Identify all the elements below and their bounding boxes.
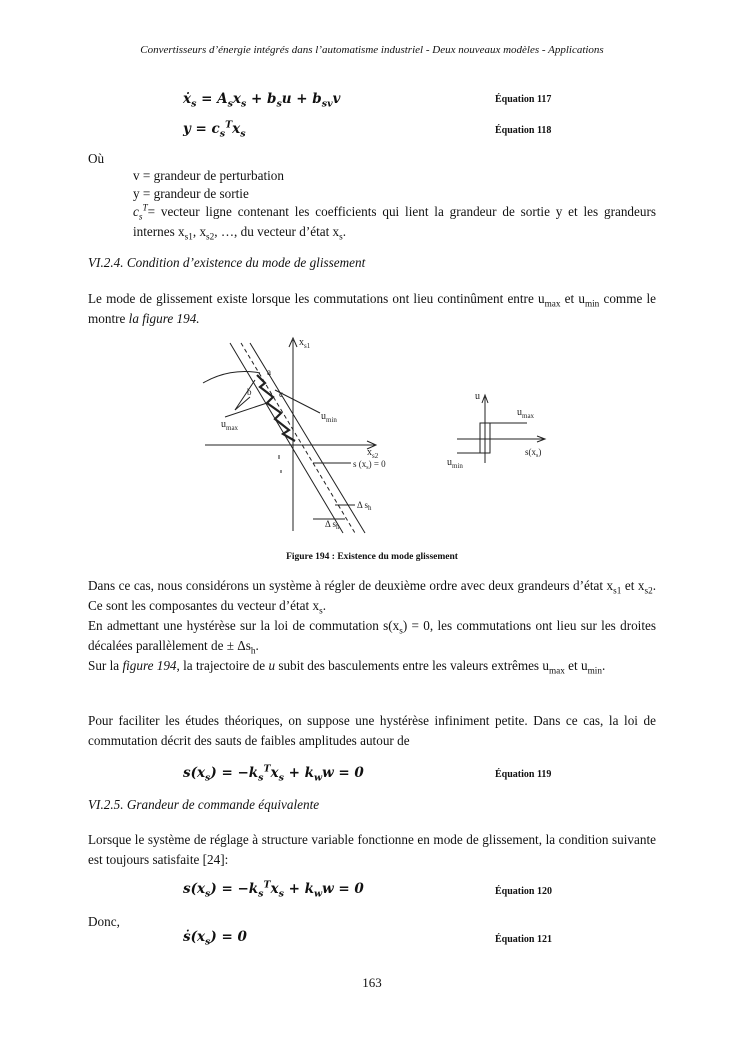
label-sxs0: s $(x_s) = 0$ [353, 459, 386, 471]
therefore-word: Donc, [88, 914, 120, 929]
where-word: Où [88, 151, 105, 166]
label-dsh-upper: Δ $s_h$ [357, 500, 372, 512]
equation-117: ẋ$_s$ = $A_sx_s + b_su + b_{sv}v$ [183, 91, 341, 110]
section-heading-625: VI.2.5. Grandeur de commande équivalente [88, 797, 320, 812]
equation-119-label: Équation 119 [495, 769, 552, 780]
equation-118: $y = c_s^Tx_s$ [183, 119, 246, 140]
running-header: Convertisseurs d’énergie intégrés dans l’automatisme industriel - Deux nouveaux modèles - Applications [140, 44, 604, 56]
relay-label-umax: $u_{max}$ [517, 407, 535, 420]
section-heading-624: VI.2.4. Condition d’existence du mode de glissement [88, 255, 366, 270]
paragraph-second-order: Dans ce cas, nous considérons un système à régler de deuxième ordre avec deux grandeurs d’état $x_{s1}$ et $x_{s2}$. Ce sont les composantes du vecteur d’état $x_s$. En admettant une hystérèse sur la loi de commutation $s(x_s) = 0$, les commutations ont lieu sur les droites décalées parallèlement de ± $\Delta s_h$. Sur la figure 194, la trajectoire de u subit des basculements entre les valeurs extrêmes $u_{max}$ et $u_{min}$. [88, 578, 656, 676]
label-xs1: $x_{s1}$ [299, 337, 311, 350]
definition-c: $c_s^T=$ vecteur ligne contenant les coefficients qui lient la grandeur de sortie y et les grandeurs internes $x_{s1}$, $x_{s2}$, …, du vecteur d’état $x_s$. [133, 202, 656, 242]
trajectory-arc [203, 371, 260, 383]
figure-194 [195, 335, 560, 535]
equation-120-label: Équation 120 [495, 886, 552, 897]
paragraph-structure-variable: Lorsque le système de réglage à structure variable fonctionne en mode de glissement, la condition suivante est toujours satisfaite [24]: [88, 832, 656, 867]
paragraph-hysteresis: Pour faciliter les études théoriques, on suppose une hystérèse infiniment petite. Dans ce cas, la loi de commutation décrit des sauts de faibles amplitudes autour de [88, 713, 656, 748]
label-umin-left: $u_{min}$ [321, 411, 337, 424]
equation-119: $s(x_s) = -k_s^Tx_s + k_ww = 0$ [183, 763, 364, 784]
figure-caption: Figure 194 : Existence du mode glissement [286, 552, 458, 562]
relay-label-sxs: $s(x_s)$ [525, 447, 542, 459]
label-c: c [279, 389, 283, 399]
label-b-pointer-1 [235, 380, 255, 410]
relay-hysteresis-upper [457, 423, 527, 453]
relay-label-u: u [475, 391, 480, 402]
equation-118-label: Équation 118 [495, 125, 552, 136]
equation-121: $ṡ(x_s) = 0$ [183, 929, 247, 948]
relay-hysteresis-lower [457, 423, 527, 453]
equation-121-label: Équation 121 [495, 934, 552, 945]
equation-117-label: Équation 117 [495, 94, 552, 105]
umax-pointer [225, 403, 267, 417]
label-umax-left: $u_{max}$ [221, 419, 239, 432]
paragraph-mode-glissement: Le mode de glissement existe lorsque les commutations ont lieu continûment entre $u_{max}$ et $u_{min}$ comme le montre la figure 194. [88, 291, 656, 326]
label-b: b [247, 387, 252, 397]
label-dsh-lower: Δ $s_h$ [325, 519, 340, 531]
relay-label-umin: $u_{min}$ [447, 457, 463, 470]
definition-v: v = grandeur de perturbation [133, 168, 284, 183]
equation-120: $s(x_s) = -k_s^Tx_s + k_ww = 0$ [183, 879, 364, 900]
definition-y: y = grandeur de sortie [133, 186, 249, 201]
page-number: 163 [362, 975, 382, 990]
label-xs2: $x_{s2}$ [367, 447, 379, 460]
label-a: a [267, 367, 271, 377]
